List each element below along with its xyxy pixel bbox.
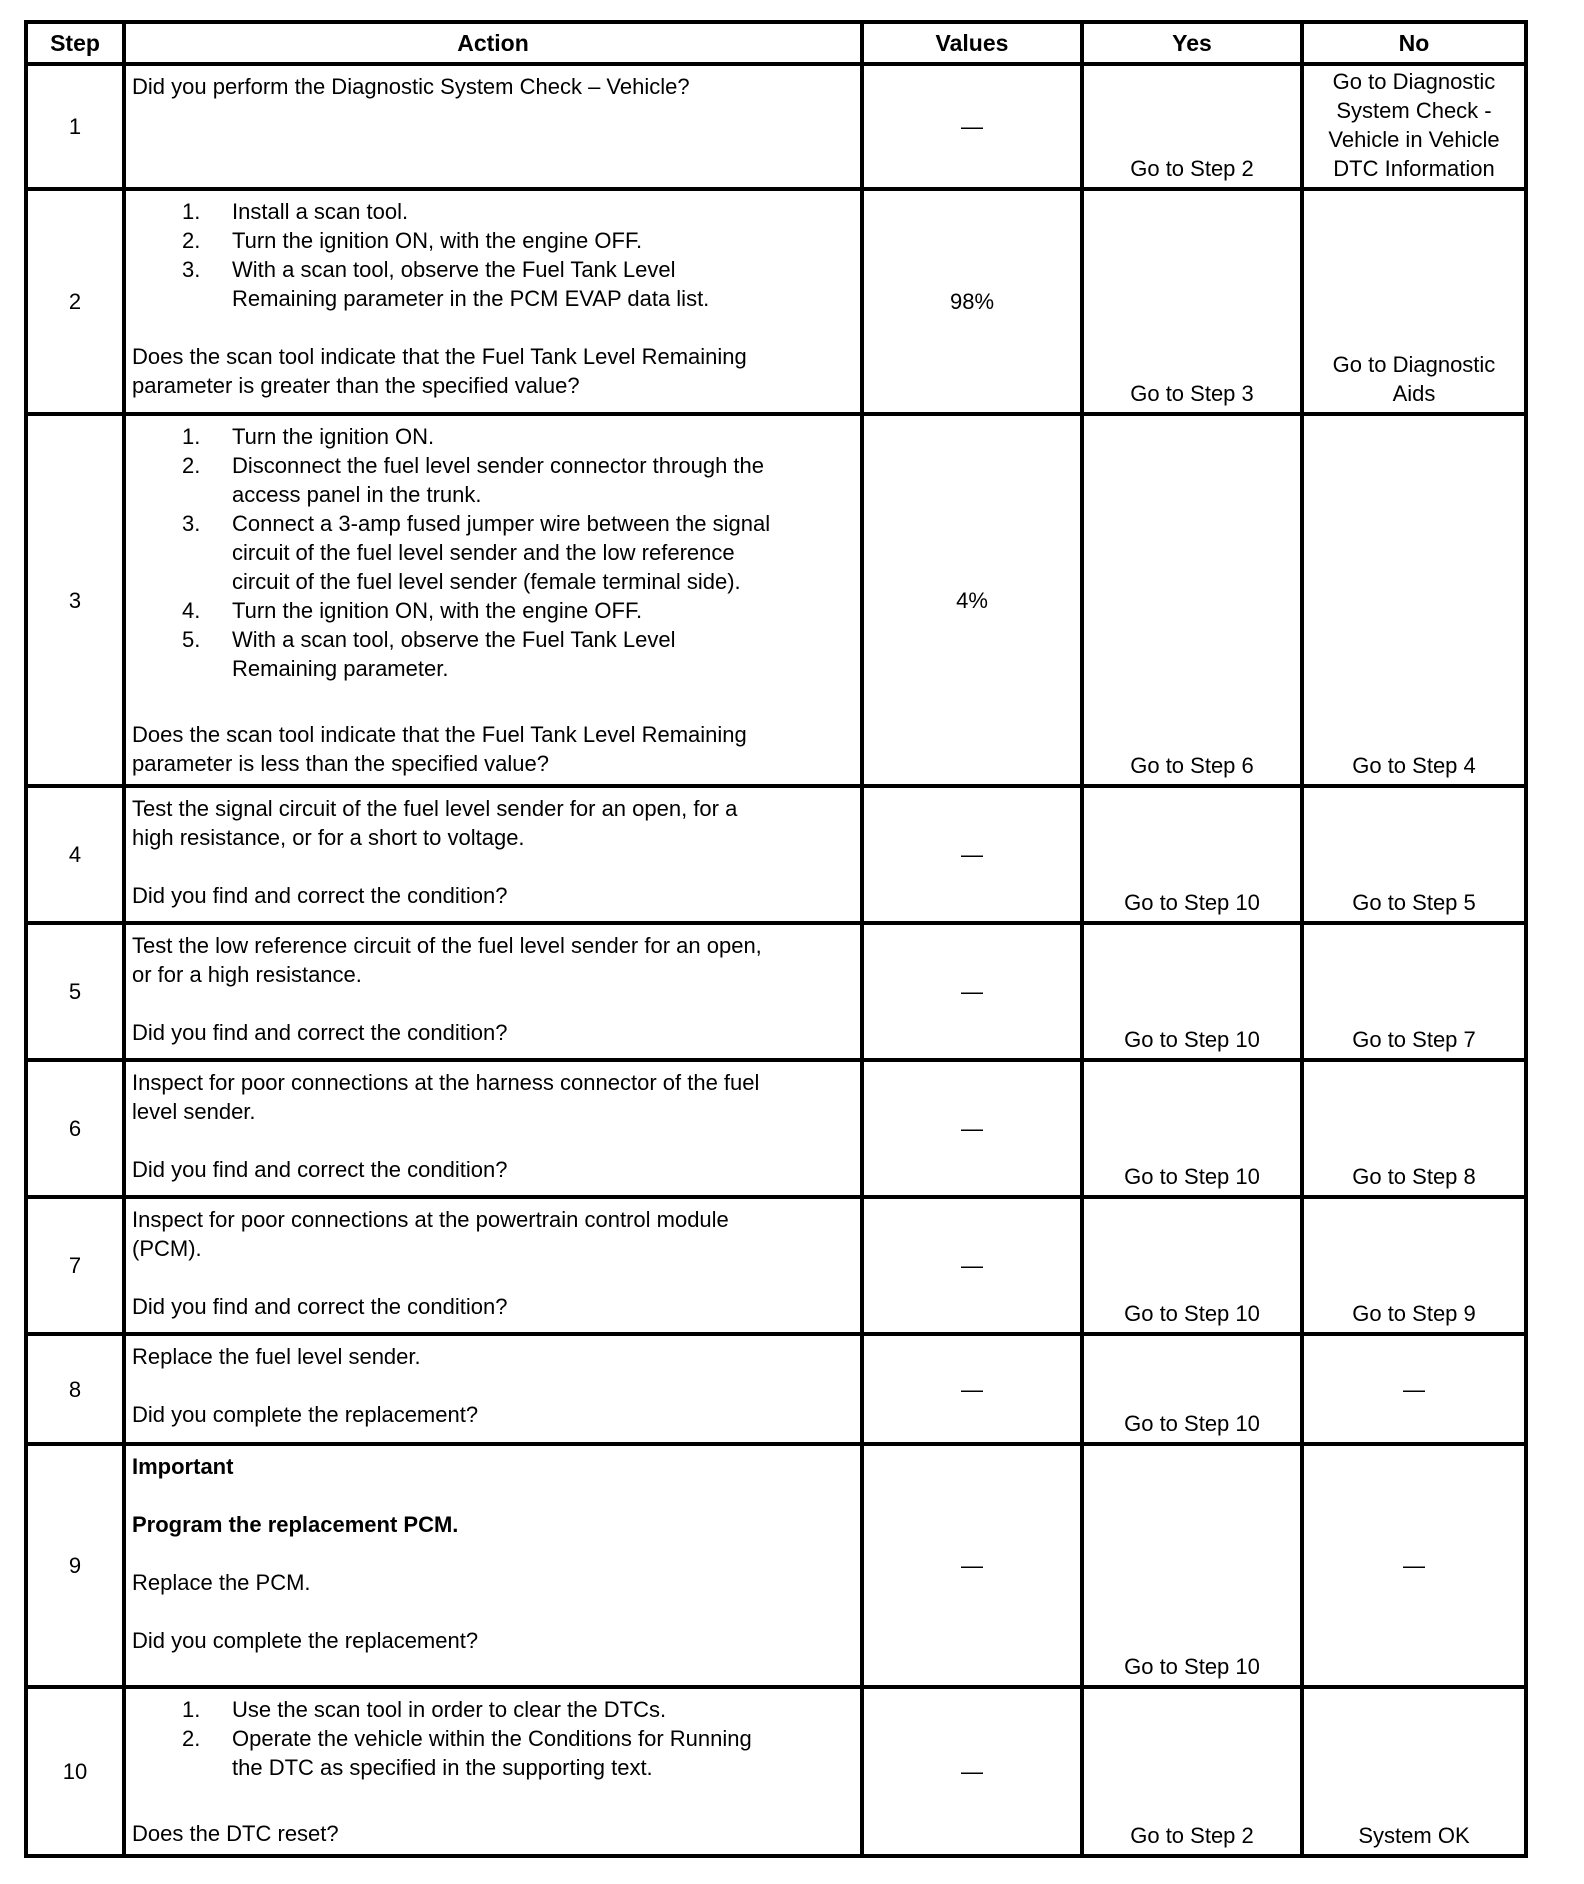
- yes-cell: Go to Step 10: [1082, 786, 1302, 923]
- action-cell: Test the low reference circuit of the fuel level sender for an open, or for a high resistance. Did you find and correct the condition?: [124, 923, 862, 1060]
- step-number: 7: [26, 1197, 124, 1334]
- table-row: [26, 414, 1526, 786]
- list-item: 1. Install a scan tool.: [182, 199, 409, 224]
- no-cell: [1302, 64, 1526, 189]
- action-cell: Important Program the replacement PCM. Replace the PCM. Did you complete the replacement?: [124, 1444, 862, 1687]
- value-cell: —: [862, 1197, 1082, 1334]
- list-item: 5. With a scan tool, observe the Fuel Tank Level Remaining parameter.: [182, 627, 676, 681]
- no-cell: Go to Step 7: [1302, 923, 1526, 1060]
- no-cell: System OK: [1302, 1687, 1526, 1856]
- step-number: 6: [26, 1060, 124, 1197]
- table-row: [26, 786, 1526, 923]
- yes-cell: Go to Step 10: [1082, 1444, 1302, 1687]
- table-row: [26, 923, 1526, 1060]
- step-number: 2: [26, 189, 124, 414]
- important-text: Program the replacement PCM.: [132, 1512, 459, 1537]
- yes-cell: Go to Step 10: [1082, 923, 1302, 1060]
- no-line: Go to Diagnostic: [1332, 69, 1496, 94]
- procedure-list: [132, 422, 854, 683]
- table-row: [26, 1060, 1526, 1197]
- action-cell: Test the signal circuit of the fuel level sender for an open, for a high resistance, or for a short to voltage. Did you find and correct the condition?: [124, 786, 862, 923]
- action-cell: [124, 189, 862, 414]
- list-item: 1. Turn the ignition ON.: [182, 424, 435, 449]
- yes-cell: Go to Step 6: [1082, 414, 1302, 786]
- no-cell: Go to Step 9: [1302, 1197, 1526, 1334]
- header-row: [26, 22, 1526, 64]
- no-cell: —: [1302, 1334, 1526, 1444]
- table-row: [26, 1687, 1526, 1856]
- important-label: Important: [132, 1454, 234, 1479]
- header-step: Step: [26, 22, 124, 64]
- question-text: Did you find and correct the condition?: [132, 1020, 508, 1045]
- no-line: DTC Information: [1333, 156, 1495, 181]
- no-cell: Go to Step 5: [1302, 786, 1526, 923]
- value-cell: —: [862, 64, 1082, 189]
- table-row: [26, 189, 1526, 414]
- value-cell: —: [862, 1687, 1082, 1856]
- header-no: No: [1302, 22, 1526, 64]
- value-cell: 98%: [862, 189, 1082, 414]
- step-number: 10: [26, 1687, 124, 1856]
- list-item: 1. Use the scan tool in order to clear the DTCs.: [182, 1697, 667, 1722]
- yes-cell: Go to Step 10: [1082, 1334, 1302, 1444]
- header-yes: Yes: [1082, 22, 1302, 64]
- no-cell: —: [1302, 1444, 1526, 1687]
- list-item: 2. Operate the vehicle within the Conditions for Running the DTC as specified in the supporting text.: [182, 1726, 752, 1780]
- yes-cell: Go to Step 10: [1082, 1197, 1302, 1334]
- question-text: Did you complete the replacement?: [132, 1402, 479, 1427]
- diagnostic-table: [24, 20, 1528, 1858]
- table-row: [26, 1334, 1526, 1444]
- question-text: Did you find and correct the condition?: [132, 1294, 508, 1319]
- step-number: 5: [26, 923, 124, 1060]
- list-item: 3. Connect a 3-amp fused jumper wire between the signal circuit of the fuel level sender and the low reference circuit of the fuel level sender (female terminal side).: [182, 511, 771, 594]
- yes-cell: Go to Step 2: [1082, 1687, 1302, 1856]
- yes-cell: Go to Step 10: [1082, 1060, 1302, 1197]
- action-cell: [124, 414, 862, 786]
- step-number: 4: [26, 786, 124, 923]
- no-cell: Go to Diagnostic Aids: [1302, 189, 1526, 414]
- step-number: 1: [26, 64, 124, 189]
- value-cell: 4%: [862, 414, 1082, 786]
- table-row: [26, 1444, 1526, 1687]
- value-cell: —: [862, 786, 1082, 923]
- question-text: Did you complete the replacement?: [132, 1628, 479, 1653]
- list-item: 3. With a scan tool, observe the Fuel Tank Level Remaining parameter in the PCM EVAP data list.: [182, 257, 710, 311]
- procedure-list: [132, 197, 854, 313]
- header-values: Values: [862, 22, 1082, 64]
- action-cell: Inspect for poor connections at the harness connector of the fuel level sender. Did you find and correct the condition?: [124, 1060, 862, 1197]
- value-cell: —: [862, 1060, 1082, 1197]
- question-text: Does the scan tool indicate that the Fuel Tank Level Remaining parameter is less than the specified value?: [132, 722, 747, 776]
- value-cell: —: [862, 1444, 1082, 1687]
- question-text: Does the DTC reset?: [132, 1821, 339, 1846]
- list-item: 4. Turn the ignition ON, with the engine OFF.: [182, 598, 643, 623]
- yes-cell: Go to Step 2: [1082, 64, 1302, 189]
- step-number: 8: [26, 1334, 124, 1444]
- action-cell: Inspect for poor connections at the powertrain control module (PCM). Did you find and correct the condition?: [124, 1197, 862, 1334]
- action-cell: [124, 1687, 862, 1856]
- question-text: Did you find and correct the condition?: [132, 1157, 508, 1182]
- no-cell: Go to Step 4: [1302, 414, 1526, 786]
- action-cell: Replace the fuel level sender. Did you complete the replacement?: [124, 1334, 862, 1444]
- list-item: 2. Disconnect the fuel level sender connector through the access panel in the trunk.: [182, 453, 764, 507]
- no-line: System Check -: [1336, 98, 1492, 123]
- procedure-list: [132, 1695, 854, 1782]
- table-row: [26, 1197, 1526, 1334]
- question-text: Did you perform the Diagnostic System Check – Vehicle?: [132, 74, 690, 99]
- value-cell: —: [862, 923, 1082, 1060]
- action-cell: [124, 64, 862, 189]
- yes-cell: Go to Step 3: [1082, 189, 1302, 414]
- table-row: [26, 64, 1526, 189]
- no-line: Vehicle in Vehicle: [1328, 127, 1500, 152]
- question-text: Did you find and correct the condition?: [132, 883, 508, 908]
- value-cell: —: [862, 1334, 1082, 1444]
- no-cell: Go to Step 8: [1302, 1060, 1526, 1197]
- header-action: Action: [124, 22, 862, 64]
- list-item: 2. Turn the ignition ON, with the engine OFF.: [182, 228, 643, 253]
- step-number: 9: [26, 1444, 124, 1687]
- question-text: Does the scan tool indicate that the Fuel Tank Level Remaining parameter is greater than the specified value?: [132, 344, 747, 398]
- step-number: 3: [26, 414, 124, 786]
